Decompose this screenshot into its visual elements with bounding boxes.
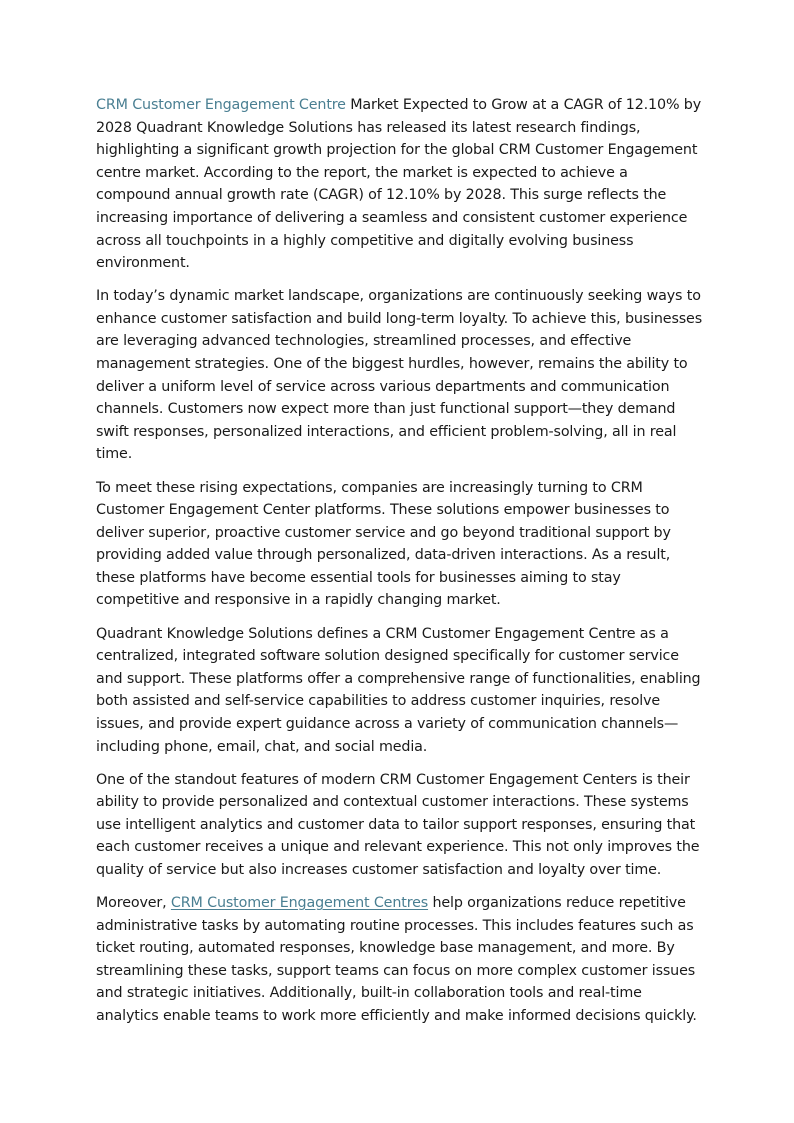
paragraph-intro: [96, 94, 702, 275]
paragraph-automation-text: help organizations reduce repetitive administrative tasks by automating routine processes. This includes features such as ticket routing, automated responses, knowledge base management, and more. By streamlining these tasks, support teams can focus on more complex customer issues and strategic initiatives. Additionally, built-in collaboration tools and real-time analytics enable teams to work more efficiently and make informed decisions quickly.: [96, 895, 697, 1025]
crm-engagement-centre-link[interactable]: CRM Customer Engagement Centre: [96, 97, 346, 113]
paragraph-market-landscape: In today’s dynamic market landscape, organizations are continuously seeking ways to enhance customer satisfaction and build long-term loyalty. To achieve this, businesses are leveraging advanced technologies, streamlined processes, and effective management strategies. One of the biggest hurdles, however, remains the ability to deliver a uniform level of service across various departments and communication channels. Customers now expect more than just functional support—they demand swift responses, personalized interactions, and efficient problem-solving, all in real time.: [96, 288, 702, 463]
document-body: [96, 94, 702, 1038]
crm-engagement-centres-link[interactable]: CRM Customer Engagement Centres: [170, 895, 429, 912]
paragraph-intro-text: Market Expected to Grow at a CAGR of 12.10% by 2028 Quadrant Knowledge Solutions has released its latest research findings, highlighting a significant growth projection for the global CRM Customer Engagement centre market. According to the report, the market is expected to achieve a compound annual growth rate (CAGR) of 12.10% by 2028. This surge reflects the increasing importance of delivering a seamless and consistent customer experience across all touchpoints in a highly competitive and digitally evolving business environment.: [96, 97, 702, 272]
paragraph-standout-features: One of the standout features of modern CRM Customer Engagement Centers is their ability to provide personalized and contextual customer interactions. These systems use intelligent analytics and customer data to tailor support responses, ensuring that each customer receives a unique and relevant experience. This not only improves the quality of service but also increases customer satisfaction and loyalty over time.: [96, 771, 700, 878]
paragraph-rising-expectations: To meet these rising expectations, companies are increasingly turning to CRM Customer Engagement Center platforms. These solutions empower businesses to deliver superior, proactive customer service and go beyond traditional support by providing added value through personalized, data-driven interactions. As a result, these platforms have become essential tools for businesses aiming to stay competitive and responsive in a rapidly changing market.: [96, 479, 671, 609]
paragraph-definition: Quadrant Knowledge Solutions defines a CRM Customer Engagement Centre as a centralized, integrated software solution designed specifically for customer service and support. These platforms offer a comprehensive range of functionalities, enabling both assisted and self-service capabilities to address customer inquiries, resolve issues, and provide expert guidance across a variety of communication channels—including phone, email, chat, and social media.: [96, 625, 701, 755]
paragraph-automation-lead: Moreover,: [96, 895, 171, 912]
paragraph-automation: [96, 892, 702, 1028]
